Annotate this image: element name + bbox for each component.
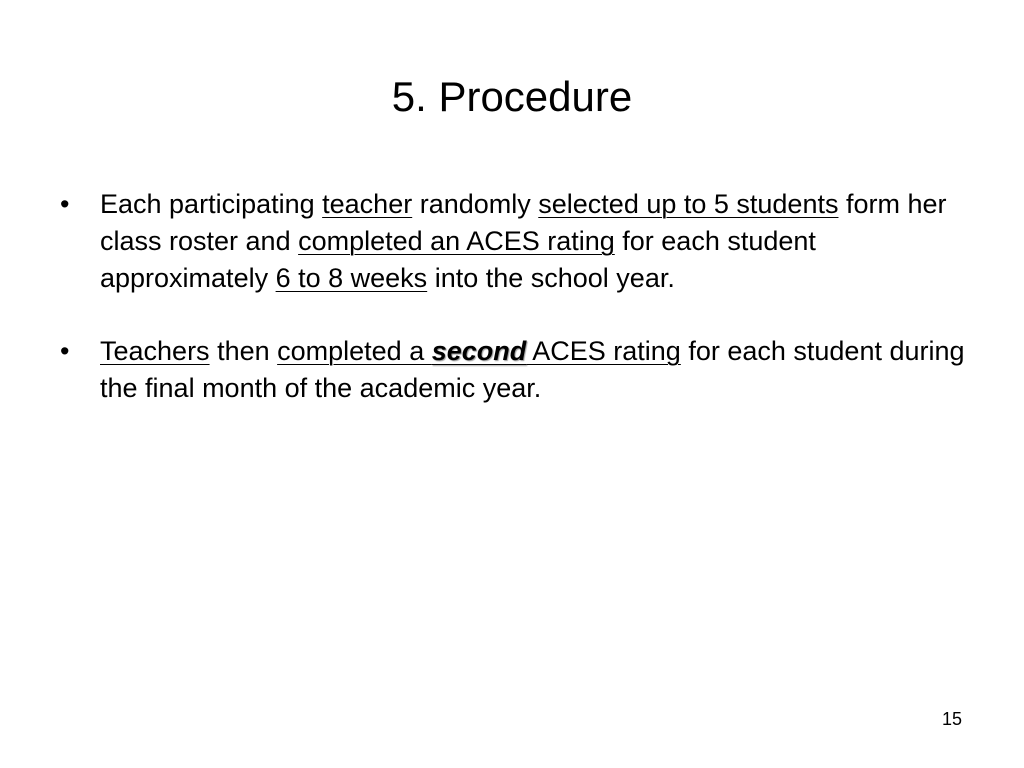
underlined-text: completed a [277, 336, 432, 366]
underlined-text: teacher [322, 189, 413, 219]
text-segment: form her class roster and [100, 189, 947, 256]
underlined-text: completed an ACES rating [298, 226, 615, 256]
underlined-text: ACES rating [526, 336, 681, 366]
slide-title: 5. Procedure [391, 73, 633, 120]
bullet-item-2 [56, 333, 976, 407]
bullet-text [100, 336, 965, 403]
bullet-text [100, 189, 947, 293]
text-segment: then [209, 336, 278, 366]
emphasized-text: second [431, 336, 527, 366]
text-segment: into the school year. [427, 263, 675, 293]
text-segment: for each student approximately [100, 226, 816, 293]
text-segment: Each participating [100, 189, 323, 219]
bullet-item-1 [56, 186, 976, 297]
underlined-text: selected up to 5 students [538, 189, 839, 219]
text-segment: for each student during the final month of the academic year. [100, 336, 965, 403]
underlined-text: Teachers [100, 336, 210, 366]
bullet-icon: • [60, 336, 70, 366]
bullet-icon: • [60, 189, 70, 219]
page-number: 15 [941, 709, 962, 729]
underlined-text: 6 to 8 weeks [275, 263, 428, 293]
bullet-list [56, 186, 976, 443]
text-segment: randomly [412, 189, 539, 219]
